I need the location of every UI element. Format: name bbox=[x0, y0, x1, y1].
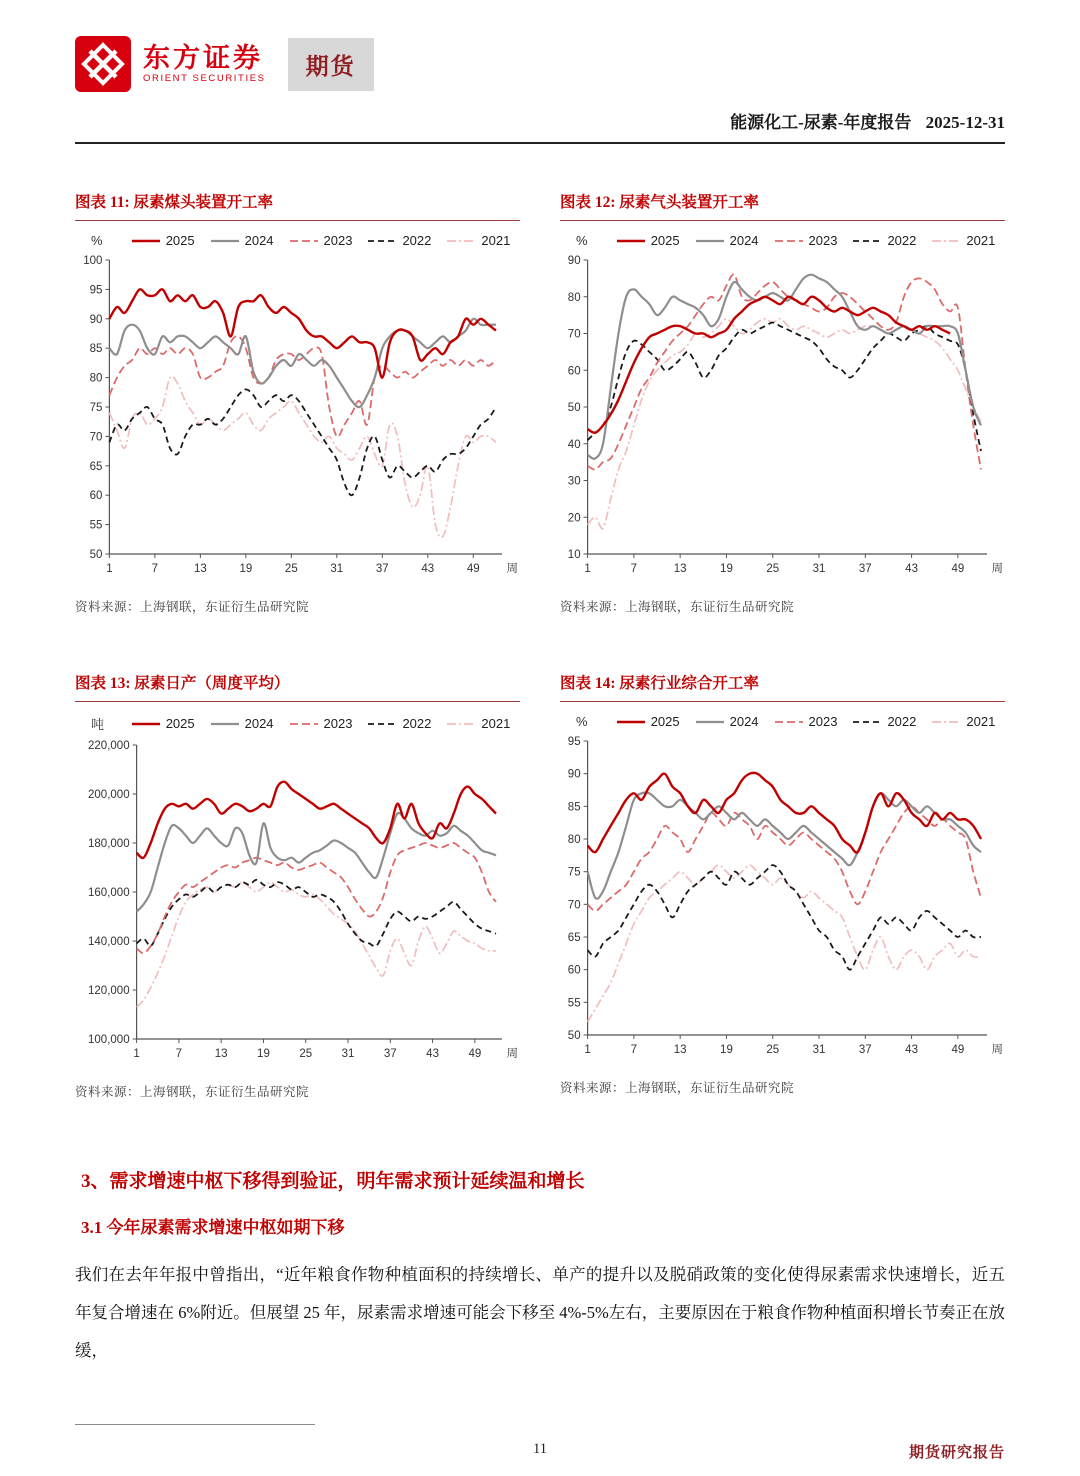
line-chart bbox=[75, 250, 520, 584]
series-line-2022 bbox=[109, 389, 496, 495]
series-line-2021 bbox=[137, 882, 496, 1007]
legend-line-sample bbox=[931, 717, 961, 727]
svg-text:55: 55 bbox=[567, 997, 581, 1010]
legend-line-sample bbox=[289, 236, 319, 246]
legend-label: 2022 bbox=[887, 714, 917, 729]
legend-line-sample bbox=[289, 719, 319, 729]
svg-text:13: 13 bbox=[673, 1044, 687, 1056]
chart-source: 资料来源：上海钢联，东证衍生品研究院 bbox=[560, 1081, 795, 1095]
svg-text:90: 90 bbox=[567, 768, 581, 781]
line-chart bbox=[560, 250, 1005, 584]
series-line-2021 bbox=[109, 376, 496, 537]
svg-text:19: 19 bbox=[720, 563, 733, 575]
chart-title: 图表 13: 尿素日产（周度平均） bbox=[75, 671, 520, 702]
section-heading: 3、需求增速中枢下移得到验证，明年需求预计延续温和增长 bbox=[81, 1171, 585, 1192]
report-title-bar bbox=[75, 108, 1005, 144]
series-line-2021 bbox=[588, 865, 981, 1022]
page-footer bbox=[75, 1424, 1005, 1461]
series-line-2025 bbox=[109, 289, 496, 377]
svg-text:37: 37 bbox=[375, 563, 389, 575]
svg-text:37: 37 bbox=[383, 1048, 397, 1060]
series-line-2024 bbox=[109, 319, 496, 407]
svg-text:25: 25 bbox=[766, 563, 780, 575]
svg-text:20: 20 bbox=[567, 512, 581, 525]
legend-item-2024 bbox=[695, 233, 759, 248]
svg-text:60: 60 bbox=[567, 365, 581, 378]
svg-text:43: 43 bbox=[905, 1044, 918, 1056]
report-date: 2025-12-31 bbox=[925, 113, 1005, 132]
legend-label: 2022 bbox=[402, 716, 432, 731]
section-subheading: 3.1 今年尿素需求增速中枢如期下移 bbox=[81, 1218, 345, 1237]
svg-text:43: 43 bbox=[426, 1048, 439, 1060]
legend-item-2024 bbox=[695, 714, 759, 729]
svg-text:31: 31 bbox=[812, 1044, 826, 1056]
svg-text:25: 25 bbox=[299, 1048, 313, 1060]
chart-plot bbox=[75, 250, 520, 589]
legend-label: 2022 bbox=[402, 233, 432, 248]
legend-item-2022 bbox=[367, 233, 431, 248]
svg-text:19: 19 bbox=[720, 1044, 733, 1056]
svg-text:19: 19 bbox=[239, 563, 253, 575]
chart-legend bbox=[121, 233, 520, 248]
svg-text:43: 43 bbox=[421, 563, 435, 575]
chart-source: 资料来源：上海钢联，东证衍生品研究院 bbox=[75, 1085, 310, 1099]
report-title: 能源化工-尿素-年度报告 bbox=[730, 113, 912, 132]
orient-securities-logo-icon bbox=[75, 36, 131, 92]
y-axis-unit: % bbox=[91, 233, 103, 248]
legend-item-2024 bbox=[210, 233, 274, 248]
chart-title: 图表 14: 尿素行业综合开工率 bbox=[560, 671, 1005, 702]
series-line-2023 bbox=[588, 274, 981, 469]
svg-text:180,000: 180,000 bbox=[88, 838, 130, 850]
series-line-2024 bbox=[588, 792, 981, 898]
svg-text:43: 43 bbox=[905, 563, 918, 575]
chart-12-gas-head-operating-rate bbox=[560, 190, 1005, 615]
text-section bbox=[75, 1166, 1005, 1370]
legend-line-sample bbox=[446, 236, 476, 246]
svg-text:31: 31 bbox=[330, 563, 344, 575]
svg-text:31: 31 bbox=[812, 563, 826, 575]
legend-label: 2021 bbox=[481, 716, 511, 731]
svg-text:49: 49 bbox=[951, 1044, 965, 1056]
legend-item-2021 bbox=[931, 714, 995, 729]
legend-item-2023 bbox=[774, 714, 838, 729]
svg-text:100: 100 bbox=[83, 255, 103, 267]
legend-item-2025 bbox=[616, 714, 680, 729]
y-axis-unit: 吨 bbox=[91, 717, 105, 732]
svg-text:80: 80 bbox=[89, 372, 103, 385]
chart-source: 资料来源：上海钢联，东证衍生品研究院 bbox=[560, 600, 795, 614]
svg-text:13: 13 bbox=[214, 1048, 228, 1060]
legend-label: 2021 bbox=[966, 233, 996, 248]
footer-label: 期货研究报告 bbox=[908, 1444, 1005, 1461]
legend-line-sample bbox=[852, 236, 882, 246]
legend-item-2021 bbox=[931, 233, 995, 248]
legend-line-sample bbox=[210, 236, 240, 246]
svg-text:70: 70 bbox=[567, 328, 581, 341]
line-chart bbox=[75, 735, 520, 1069]
svg-text:10: 10 bbox=[567, 549, 581, 561]
svg-text:25: 25 bbox=[766, 1044, 780, 1056]
svg-text:85: 85 bbox=[89, 343, 103, 356]
svg-text:50: 50 bbox=[567, 402, 581, 414]
legend-item-2025 bbox=[131, 233, 195, 248]
chart-title: 图表 11: 尿素煤头装置开工率 bbox=[75, 190, 520, 221]
svg-text:80: 80 bbox=[567, 291, 581, 304]
body-paragraph: 我们在去年年报中曾指出，“近年粮食作物种植面积的持续增长、单产的提升以及脱硝政策的变化使得尿素需求快速增长，近五年复合增速在 6%附近。但展望 25 年，尿素需求增速可能会下移至 4%-5%左右，主要原因在于粮食作物种植面积增长节奏正在放缓， bbox=[75, 1265, 1005, 1360]
svg-text:30: 30 bbox=[567, 475, 581, 488]
legend-line-sample bbox=[616, 717, 646, 727]
svg-text:25: 25 bbox=[284, 563, 298, 575]
legend-line-sample bbox=[446, 719, 476, 729]
legend-label: 2025 bbox=[165, 716, 195, 731]
svg-text:80: 80 bbox=[567, 834, 581, 846]
legend-line-sample bbox=[367, 236, 397, 246]
chart-11-coal-head-operating-rate bbox=[75, 190, 520, 615]
svg-text:55: 55 bbox=[89, 519, 103, 532]
svg-text:13: 13 bbox=[193, 563, 207, 575]
svg-text:95: 95 bbox=[89, 284, 103, 297]
legend-row bbox=[560, 714, 1005, 729]
brand-text bbox=[143, 44, 266, 85]
svg-text:49: 49 bbox=[466, 563, 480, 575]
svg-text:37: 37 bbox=[858, 1044, 872, 1056]
legend-label: 2025 bbox=[650, 714, 680, 729]
legend-item-2025 bbox=[616, 233, 680, 248]
svg-text:19: 19 bbox=[257, 1048, 270, 1060]
legend-label: 2023 bbox=[323, 233, 353, 248]
svg-text:200,000: 200,000 bbox=[88, 789, 130, 801]
y-axis-unit: % bbox=[576, 714, 588, 729]
legend-item-2025 bbox=[131, 716, 195, 731]
svg-text:65: 65 bbox=[567, 932, 581, 944]
legend-item-2022 bbox=[852, 233, 916, 248]
svg-text:7: 7 bbox=[630, 1044, 638, 1056]
svg-text:60: 60 bbox=[89, 490, 103, 503]
svg-text:周: 周 bbox=[506, 563, 518, 575]
svg-text:1: 1 bbox=[106, 563, 113, 575]
series-line-2025 bbox=[588, 773, 981, 853]
legend-line-sample bbox=[367, 719, 397, 729]
legend-row bbox=[75, 233, 520, 248]
legend-label: 2025 bbox=[165, 233, 195, 248]
svg-text:70: 70 bbox=[567, 899, 581, 912]
legend-line-sample bbox=[131, 236, 161, 246]
series-line-2025 bbox=[588, 297, 951, 433]
svg-text:95: 95 bbox=[567, 736, 581, 748]
legend-label: 2025 bbox=[650, 233, 680, 248]
chart-14-industry-operating-rate bbox=[560, 671, 1005, 1100]
line-chart bbox=[560, 731, 1005, 1065]
legend-item-2022 bbox=[367, 716, 431, 731]
legend-line-sample bbox=[852, 717, 882, 727]
svg-text:120,000: 120,000 bbox=[88, 985, 130, 997]
legend-item-2021 bbox=[446, 233, 510, 248]
svg-text:7: 7 bbox=[151, 563, 159, 575]
legend-label: 2023 bbox=[808, 714, 838, 729]
legend-item-2022 bbox=[852, 714, 916, 729]
svg-text:160,000: 160,000 bbox=[88, 887, 130, 899]
svg-text:65: 65 bbox=[89, 460, 103, 473]
svg-text:60: 60 bbox=[567, 964, 581, 977]
svg-text:周: 周 bbox=[991, 1044, 1003, 1056]
chart-legend bbox=[121, 716, 520, 731]
svg-text:31: 31 bbox=[341, 1048, 355, 1060]
svg-text:85: 85 bbox=[567, 801, 581, 814]
svg-text:140,000: 140,000 bbox=[88, 936, 130, 948]
brand-name-cn: 东方证券 bbox=[143, 42, 263, 73]
svg-text:7: 7 bbox=[175, 1048, 183, 1060]
svg-text:37: 37 bbox=[858, 563, 872, 575]
legend-label: 2024 bbox=[244, 233, 274, 248]
svg-text:220,000: 220,000 bbox=[88, 740, 130, 752]
legend-item-2023 bbox=[774, 233, 838, 248]
footer-row bbox=[75, 1440, 1005, 1461]
svg-text:周: 周 bbox=[506, 1048, 518, 1060]
legend-row bbox=[75, 714, 520, 733]
svg-text:周: 周 bbox=[991, 563, 1003, 575]
svg-text:100,000: 100,000 bbox=[88, 1034, 130, 1046]
legend-line-sample bbox=[210, 719, 240, 729]
brand-name-en: ORIENT SECURITIES bbox=[143, 73, 266, 85]
svg-text:50: 50 bbox=[567, 1030, 581, 1042]
series-line-2022 bbox=[588, 865, 981, 970]
legend-item-2024 bbox=[210, 716, 274, 731]
svg-text:40: 40 bbox=[567, 438, 581, 451]
legend-line-sample bbox=[616, 236, 646, 246]
legend-line-sample bbox=[774, 717, 804, 727]
legend-row bbox=[560, 233, 1005, 248]
legend-label: 2024 bbox=[729, 233, 759, 248]
svg-text:90: 90 bbox=[89, 313, 103, 326]
page-header bbox=[75, 36, 1005, 144]
svg-text:50: 50 bbox=[89, 549, 103, 561]
legend-item-2023 bbox=[289, 716, 353, 731]
chart-plot bbox=[75, 735, 520, 1074]
svg-text:1: 1 bbox=[584, 1044, 591, 1056]
charts-grid bbox=[75, 190, 1005, 1100]
svg-text:90: 90 bbox=[567, 255, 581, 267]
legend-label: 2024 bbox=[244, 716, 274, 731]
chart-legend bbox=[606, 714, 1005, 729]
chart-plot bbox=[560, 731, 1005, 1070]
series-line-2023 bbox=[137, 843, 496, 953]
legend-item-2021 bbox=[446, 716, 510, 731]
svg-text:13: 13 bbox=[673, 563, 687, 575]
svg-text:49: 49 bbox=[468, 1048, 482, 1060]
legend-label: 2023 bbox=[808, 233, 838, 248]
legend-line-sample bbox=[131, 719, 161, 729]
svg-text:75: 75 bbox=[89, 402, 103, 414]
chart-source: 资料来源：上海钢联，东证衍生品研究院 bbox=[75, 600, 310, 614]
brand bbox=[75, 36, 1005, 92]
footer-divider bbox=[75, 1424, 315, 1425]
series-line-2021 bbox=[588, 319, 981, 529]
chart-13-daily-production bbox=[75, 671, 520, 1100]
legend-label: 2022 bbox=[887, 233, 917, 248]
chart-plot bbox=[560, 250, 1005, 589]
legend-line-sample bbox=[695, 236, 725, 246]
legend-label: 2021 bbox=[481, 233, 511, 248]
legend-label: 2021 bbox=[966, 714, 996, 729]
svg-text:1: 1 bbox=[584, 563, 591, 575]
futures-badge: 期货 bbox=[288, 38, 374, 91]
legend-label: 2024 bbox=[729, 714, 759, 729]
page-number: 11 bbox=[533, 1440, 547, 1457]
legend-line-sample bbox=[774, 236, 804, 246]
svg-text:1: 1 bbox=[133, 1048, 140, 1060]
legend-line-sample bbox=[931, 236, 961, 246]
svg-text:70: 70 bbox=[89, 431, 103, 444]
legend-line-sample bbox=[695, 717, 725, 727]
svg-text:49: 49 bbox=[951, 563, 965, 575]
y-axis-unit: % bbox=[576, 233, 588, 248]
chart-title: 图表 12: 尿素气头装置开工率 bbox=[560, 190, 1005, 221]
legend-item-2023 bbox=[289, 233, 353, 248]
series-line-2022 bbox=[137, 880, 496, 947]
svg-text:75: 75 bbox=[567, 866, 581, 879]
legend-label: 2023 bbox=[323, 716, 353, 731]
chart-legend bbox=[606, 233, 1005, 248]
svg-text:7: 7 bbox=[630, 563, 638, 575]
